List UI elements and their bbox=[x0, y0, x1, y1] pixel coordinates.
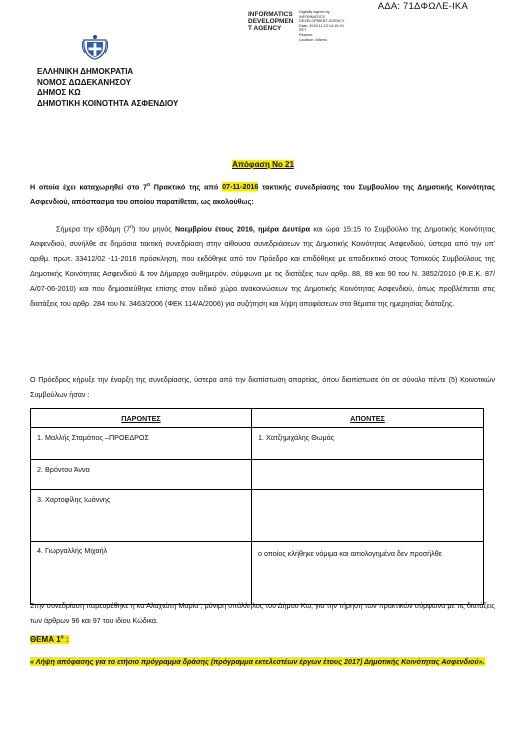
decision-title-wrap bbox=[0, 160, 526, 169]
absent-member bbox=[252, 490, 484, 542]
signature-detail-line: Date: 2016.11.10 14:15:24 bbox=[299, 23, 344, 28]
theme-label bbox=[30, 634, 69, 644]
signature-detail-line: Digitally signed by bbox=[299, 10, 330, 14]
theme-label-part: : bbox=[63, 634, 69, 644]
table-row bbox=[31, 542, 484, 605]
header-line: ΕΛΛΗΝΙΚΗ ΔΗΜΟΚΡΑΤΙΑ bbox=[37, 67, 134, 76]
signature-org-line: DEVELOPMEN bbox=[248, 18, 294, 25]
meeting-date: 07-11-2016 bbox=[222, 182, 259, 192]
signature-detail-line: EET bbox=[299, 28, 307, 33]
intro-part: Πρακτικό της από bbox=[150, 182, 223, 192]
absent-member: 1. Χατζημιχάλης Θωμάς bbox=[252, 428, 484, 460]
present-member: 1. Μαλλής Σταμάτιος –ΠΡΟΕΔΡΟΣ bbox=[31, 428, 252, 460]
signature-org-line: T AGENCY bbox=[248, 25, 282, 32]
present-member: 3. Χαρτοφίλης Ιωάννης bbox=[31, 490, 252, 542]
header-line: ΔΗΜΟΤΙΚΗ ΚΟΙΝΟΤΗΤΑ ΑΣΦΕΝΔΙΟΥ bbox=[37, 98, 179, 108]
meeting-paragraph bbox=[30, 220, 495, 311]
signature-details bbox=[299, 10, 345, 42]
theme-label-part: ΘΕΜΑ 1 bbox=[30, 634, 61, 644]
absent-note-cell bbox=[252, 542, 484, 605]
decision-intro bbox=[30, 178, 495, 209]
greek-emblem-icon bbox=[80, 31, 110, 61]
table-row bbox=[31, 460, 484, 490]
minutes-paragraph: Στην συνεδρίαση παρευρέθηκε η κα Αλαχιώτη Μαρία , μόνιμη υπάλληλος του Δήμου Κω, για την τήρηση των πρακτικών σύμφωνα με τις διατάξεις των άρθρων 96 και 97 του ιδίου Κώδικα. bbox=[30, 601, 495, 625]
decision-title: Απόφαση Νο 21 bbox=[232, 160, 294, 169]
intro-part: τακτικής συνεδρίασης του Συμβουλίου της Δημοτικής Κοινότητας Ασφενδιού, απόσπασμα του οποίου παρατίθεται, ως ακολούθως: bbox=[30, 182, 495, 207]
theme-text bbox=[30, 655, 500, 668]
meeting-date-text: Νοεμβρίου έτους 2016, ημέρα Δευτέρα bbox=[174, 224, 311, 234]
table-row bbox=[31, 428, 484, 460]
signature-detail-line: DEVELOPMENT AGENCY bbox=[299, 19, 345, 24]
document-header bbox=[37, 67, 178, 109]
signature-organization bbox=[248, 11, 294, 32]
paragraph-part: Σήμερα την εβδόμη (7 bbox=[56, 224, 131, 234]
theme-label-text bbox=[30, 635, 69, 644]
table-header-row bbox=[31, 409, 484, 428]
present-member: 2. Βρόντου Άννα bbox=[31, 460, 252, 490]
ada-code: ΑΔΑ: 71ΔΦΩΛΕ-ΙΚΑ bbox=[377, 1, 468, 12]
signature-detail-line: Location: Athens bbox=[299, 37, 328, 42]
present-member: 4. Γιωργαλλής Μιχαήλ bbox=[31, 542, 252, 605]
table-row bbox=[31, 490, 484, 542]
intro-superscript: ο bbox=[147, 182, 151, 188]
present-header: ΠΑΡΟΝΤΕΣ bbox=[31, 409, 252, 428]
theme-superscript: ο bbox=[60, 634, 64, 640]
header-line: ΝΟΜΟΣ ΔΩΔΕΚΑΝΗΣΟΥ bbox=[37, 77, 132, 87]
signature-detail-line: Reason: bbox=[299, 32, 314, 37]
theme-text-highlight: « Λήψη απόφασης για το ετήσιο πρόγραμμα δράσης (πρόγραμμα εκτελεστέων έργων έτους 2017) Δημοτικής Κοινότητας Ασφενδιού». bbox=[30, 657, 485, 666]
absent-header: ΑΠΟΝΤΕΣ bbox=[252, 409, 484, 428]
quorum-paragraph: Ο Πρόεδρος κήρυξε την έναρξη της συνεδρίασης, ύστερα από την διαπίστωση απαρτίας, όπου διαπίστωσε ότι σε σύνολο πέντε (5) Κοινοτικών Συμβούλων ήσαν : bbox=[30, 375, 495, 399]
signature-org-line: INFORMATICS bbox=[248, 11, 293, 18]
intro-part: Η οποία έχει καταχωρηθεί στο 7 bbox=[30, 182, 148, 192]
paragraph-part: ) του μηνός bbox=[132, 224, 175, 234]
header-line: ΔΗΜΟΣ ΚΩ bbox=[37, 88, 81, 97]
absent-member bbox=[252, 460, 484, 490]
attendance-table bbox=[30, 408, 484, 605]
paragraph-part: και ώρα 15:15 το Συμβούλιο της Δημοτικής Κοινότητας Ασφενδιού, συνήλθε σε δημόσια τακτική συνεδρίαση στην αίθουσα συνεδριάσεων της Δημοτικής Κοινότητας Ασφενδιού, ύστερα από την υπ' αριθμ. πρωτ. 33412/02 -11-2016 πρόσκληση, που εκδόθηκε από τον Πρόεδρο και επιδόθηκε με αποδεικτικό στους Τοπικούς Συμβούλους της Δημοτικής Κοινότητας Ασφενδιού & τον Δήμαρχο αυθημερόν, σύμφωνα με τις διατάξεις των αρθρ. 88, 89 και 90 του Ν. 3852/2010 (Φ.Ε.Κ. 87/Α/07-06-2010) και που δημοσιεύθηκε επίσης στον ειδικό χώρο ανακοινώσεων της Δημοτικής Κοινότητας Ασφενδιού, όπως προβλέπεται στις διατάξεις του αρθρ. 284 του Ν. 3463/2006 (ΦΕΚ 114/Α/2006) για συζήτηση και λήψη αποφάσεων στα θέματα της ημερησίας διάταξης. bbox=[30, 224, 495, 309]
paragraph-superscript: η bbox=[130, 224, 133, 230]
signature-detail-line: INFORMATICS bbox=[299, 14, 325, 19]
absent-note: ο οποίος κλήθηκε νόμιμα και αιτιολογημένα δεν προσήλθε bbox=[258, 549, 442, 558]
